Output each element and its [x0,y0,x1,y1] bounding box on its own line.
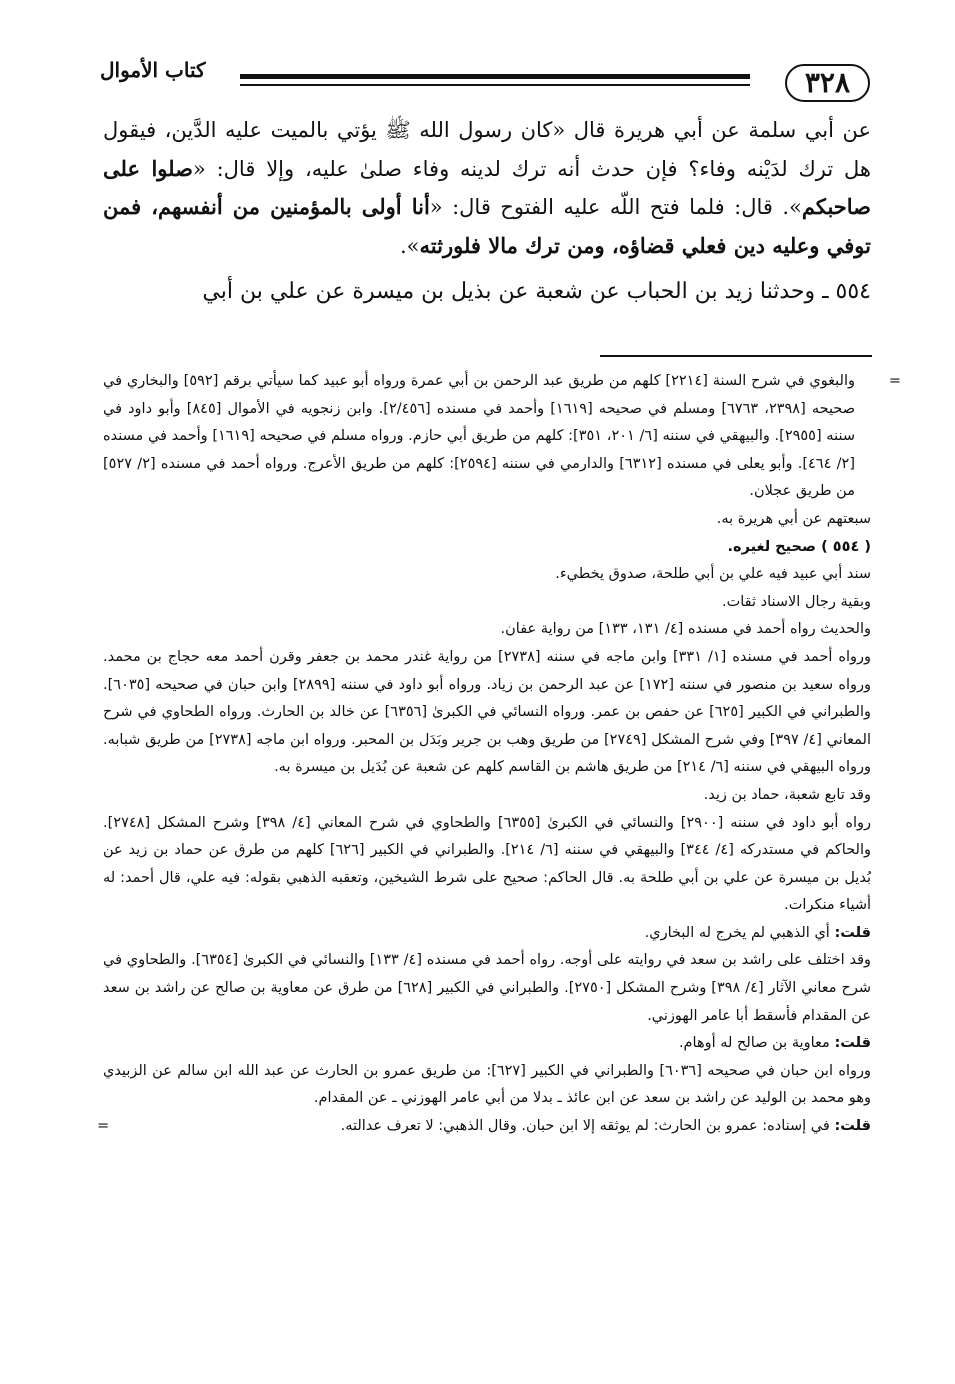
note-text: معاوية بن صالح له أوهام. [678,1035,835,1052]
footnote-paragraph: ورواه ابن حبان في صحيحه [٦٠٣٦] والطبراني في الكبير [٦٢٧]: من طريق عمرو بن الحارث عن عبد الله ابن سالم عن الزبيدي وهو محمد بن الوليد عن راشد بن سعد عن ابن عائذ ـ بدلا من أبي عامر الهوزني ـ عن المقدام. [103,1062,871,1107]
page-header [100,52,870,102]
note-label: قلت: [834,1118,871,1135]
hadith-text-end: ». [399,233,420,258]
main-text [103,112,871,311]
continuation-mark-end: = [97,1118,110,1135]
footnote-line: سند أبي عبيد فيه علي بن أبي طلحة، صدوق يخطيء. [555,566,871,583]
footnote-line: وقد تابع شعبة، حماد بن زيد. [703,786,871,803]
footnote-line [103,1030,871,1058]
footnote-paragraph: وقد اختلف على راشد بن سعد في روايته على أوجه. رواه أحمد في مسنده [٤/ ١٣٣] والنسائي في الكبرىٰ [٦٣٥٤]. والطحاوي في شرح معاني الآثار [٤/ ٣٩٨] وشرح المشكل [٢٧٥٠]. والطبراني في الكبير [٦٢٨] من طرق عن معاوية بن صالح عن راشد بن سعد عن المقدام فأسقط أبا عامر الهوزني. [103,952,872,1024]
footnote-line [97,1113,871,1141]
note-label: قلت: [834,924,871,941]
note-text: في إسناده: عمرو بن الحارث: لم يوثقه إلا ابن حبان. وقال الذهبي: لا تعرف عدالته. [340,1118,835,1135]
footnote-line [103,920,871,948]
hadith-paragraph [103,112,871,265]
hadith-text-cont: ». قال: فلما فتح اللّه عليه الفتوح قال: « [429,195,802,219]
footnote-line: والحديث رواه أحمد في مسنده [٤/ ١٣١، ١٣٣] من رواية عفان. [500,621,871,638]
narration-554: ٥٥٤ ـ وحدثنا زيد بن الحباب عن شعبة عن بذيل بن ميسرة عن علي بن أبي [202,279,871,304]
note-label: قلت: [834,1035,871,1052]
note-text: أي الذهبي لم يخرج له البخاري. [644,924,835,941]
footnote-line: سبعتهم عن أبي هريرة به. [716,510,871,527]
footnote-line: وبقية رجال الاسناد ثقات. [721,593,871,610]
footnote-paragraph: ورواه أحمد في مسنده [١/ ٣٣١] وابن ماجه في سننه [٢٧٣٨] من رواية غندر محمد بن جعفر وقرن أحمد معه حجاج بن محمد. ورواه سعيد بن منصور في سننه [١٧٢] عن عبد الرحمن بن زياد. ورواه أبو داود في سننه [٢٨٩٩] وابن حبان في صحيحه [٦٠٣٥]. والطبراني في الكبير [٦٢٥] عن حفص بن عمر. ورواه النسائي في الكبرىٰ [٦٣٥٦] عن خالد بن الحارث. ورواه الطحاوي في شرح المعاني [٤/ ٣٩٧] وفي شرح المشكل [٢٧٤٩] من طريق وهب بن جرير وبَدَل بن المحبر. ورواه ابن ماجه [٢٧٣٨] من طريق شبابه. ورواه البيهقي في سننه [٦/ ٢١٤] من طريق هاشم بن القاسم كلهم عن شعبة عن بُدَيل بن ميسرة به. [103,648,872,776]
hadith-quote: صلوا على صاحبكم [103,155,871,219]
footnotes [97,368,901,1141]
hadith-quote-2: أنا أولى بالمؤمنين من أنفسهم، فمن توفي وعليه دين فعلي قضاؤه، ومن ترك مالا فلورثته [103,194,871,258]
hadith-text: عن أبي سلمة عن أبي هريرة قال «كان رسول الله ﷺ يؤتي بالميت عليه الدَّين، فيقول هل ترك لدَيْنه وفاء؟ فإن حدث أنه ترك لدينه وفاء صلىٰ عليه، وإلا قال: « [103,118,871,181]
footnote-divider [600,355,872,357]
header-rule [240,74,750,79]
page-number: ٣٢٨ [785,64,870,102]
footnote-paragraph: رواه أبو داود في سننه [٢٩٠٠] والنسائي في الكبرىٰ [٦٣٥٥] والطحاوي في شرح المعاني [٤/ ٣٩٨] وشرح المشكل [٢٧٤٨]. والحاكم في مستدركه [٤/ ٣٤٤] والبيهقي في سننه [٦/ ٢١٤]. والطبراني في الكبير [٦٢٦] كلهم من طرق عن حماد بن زيد عن بُديل بن ميسرة عن علي بن أبي طلحة به. قال الحاكم: صحيح على شرط الشيخين، وتعقبه الذهبي بقوله: فيه علي، قال أحمد: له أشياء منكرات. [103,814,871,914]
header-rule-thin [240,84,750,86]
footnote-continued [103,368,901,506]
book-title: كتاب الأموال [100,58,206,82]
footnote-text: والبغوي في شرح السنة [٢٢١٤] كلهم من طريق عبد الرحمن بن أبي عمرة ورواه أبو عبيد كما سيأتي برقم [٥٩٢] والبخاري في صحيحه [٢٣٩٨، ٦٧٦٣] ومسلم في صحيحه [١٦١٩] وأحمد في مسنده [٢/٤٥٦]. وابن زنجويه في الأموال [٨٤٥] وأبو داود في سننه [٢٩٥٥]. والبيهقي في سننه [٦/ ٢٠١، ٣٥١]: كلهم من طريق أبي حازم. ورواه مسلم في صحيحه [١٦١٩] وأحمد في مسنده [٢/ ٤٦٤]. وأبو يعلى في مسنده [٦٣١٢] والدارمي في سننه [٢٥٩٤]: كلهم من طريق الأعرج. ورواه أحمد في مسنده [٢/ ٥٢٧] من طريق عجلان. [103,373,856,500]
footnote-heading-554: ( ٥٥٤ ) صحيح لغيره. [727,538,871,555]
continuation-mark: = [888,373,901,389]
